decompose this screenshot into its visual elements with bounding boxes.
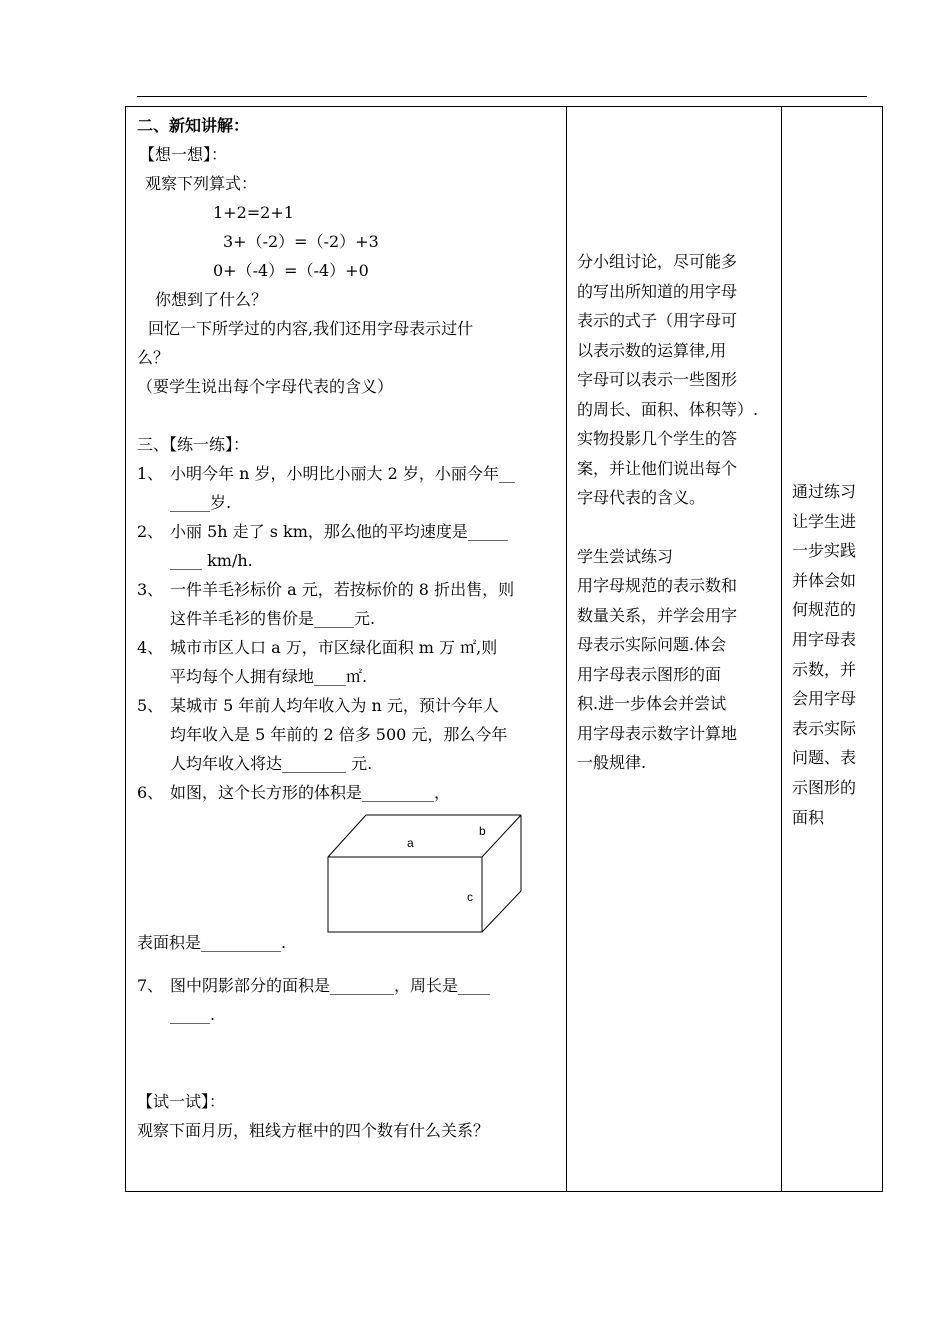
- purpose-line: 面积: [792, 807, 825, 827]
- list-item: 1、 小明今年 n 岁，小明比小丽大 2 岁，小丽今年__ _____岁.: [137, 464, 515, 512]
- equation: 3+（-2）=（-2）+3: [223, 232, 379, 251]
- purpose-line: 何规范的: [792, 600, 857, 620]
- cuboid-label-a: a: [407, 836, 414, 850]
- purpose-line: 示图形的: [792, 777, 857, 797]
- note-text: （要学生说出每个字母代表的含义）: [137, 377, 394, 396]
- cuboid-label-b: b: [479, 824, 486, 838]
- activity-line: 的周长、面积、体积等）.: [577, 399, 759, 419]
- design-purpose-column: [792, 477, 874, 832]
- list-item: 5、 某城市 5 年前人均年收入为 n 元，预计今年人 均年收入是 5 年前的 2 倍多 500 元，那么今年 人均年收入将达________ 元.: [137, 696, 508, 773]
- activity-line: 积.进一步体会并尝试: [577, 694, 727, 713]
- trial-text: 观察下面月历，粗线方框中的四个数有什么关系？: [137, 1121, 490, 1140]
- activity-line: 母表示实际问题.体会: [577, 635, 727, 654]
- practice-title: 三、【练一练】：: [137, 435, 250, 454]
- trial-title: 【试一试】：: [137, 1092, 226, 1111]
- activity-line: 用字母表示图形的面: [577, 664, 722, 684]
- recall-text: 回忆一下所学过的内容,我们还用字母表示过什: [148, 319, 474, 338]
- activity-line: 实物投影几个学生的答: [577, 429, 738, 448]
- equation: 0+（-4）=（-4）+0: [213, 261, 369, 280]
- purpose-line: 一步实践: [792, 541, 857, 561]
- student-activity-column: [577, 247, 777, 778]
- list-item: 3、 一件羊毛衫标价 a 元，若按标价的 8 折出售，则 这件羊毛衫的售价是_____元.: [137, 580, 515, 628]
- purpose-line: 并体会如: [792, 570, 857, 590]
- activity-line: 分小组讨论，尽可能多: [577, 252, 738, 271]
- activity-line: 用字母规范的表示数和: [577, 576, 738, 595]
- activity-line: 以表示数的运算律,用: [577, 340, 727, 360]
- cuboid-figure-area: [137, 807, 562, 957]
- purpose-line: 会用字母: [792, 689, 857, 709]
- column-divider: [566, 107, 567, 1191]
- activity-line: 案，并让他们说出每个: [577, 458, 738, 478]
- equation: 1+2=2+1: [213, 203, 294, 222]
- activity-line: 学生尝试练习: [577, 546, 674, 566]
- cuboid-figure: [327, 809, 527, 933]
- think-title: 【想一想】：: [139, 145, 228, 164]
- list-item: 7、 图中阴影部分的面积是________，周长是____ _____.: [137, 976, 491, 1024]
- list-item: 4、 城市市区人口 a 万，市区绿化面积 m 万 ㎡,则 平均每个人拥有绿地____㎡.: [137, 638, 498, 686]
- purpose-line: 让学生进: [792, 511, 857, 531]
- activity-line: 一般规律.: [577, 753, 647, 772]
- purpose-line: 用字母表: [792, 629, 857, 649]
- activity-line: 字母代表的含义。: [577, 488, 706, 507]
- activity-line: 数量关系，并学会用字: [577, 605, 738, 625]
- activity-line: 的写出所知道的用字母: [577, 281, 738, 301]
- header-rule: [137, 96, 867, 97]
- list-item: 6、 如图，这个长方形的体积是_________，: [137, 783, 451, 802]
- column-divider: [781, 107, 782, 1191]
- activity-line: 用字母表示数字计算地: [577, 723, 738, 743]
- activity-line: 表示的式子（用字母可: [577, 311, 738, 330]
- lesson-table: [125, 106, 883, 1192]
- cuboid-label-c: c: [467, 890, 473, 904]
- purpose-line: 示数，并: [792, 659, 857, 679]
- purpose-line: 表示实际: [792, 718, 857, 738]
- purpose-line: 通过练习: [792, 482, 857, 501]
- surface-area-text: 表面积是__________.: [137, 933, 287, 952]
- activity-line: 字母可以表示一些图形: [577, 370, 738, 389]
- question-text: 你想到了什么？: [155, 290, 268, 309]
- purpose-line: 问题、表: [792, 748, 857, 768]
- observe-text: 观察下列算式：: [145, 174, 258, 193]
- teaching-content-column: [137, 111, 562, 1145]
- recall-text-tail: 么？: [137, 348, 170, 367]
- section-title: 二、新知讲解：: [137, 116, 250, 135]
- list-item: 2、 小丽 5h 走了 s km，那么他的平均速度是_____ ____ km/h.: [137, 522, 508, 570]
